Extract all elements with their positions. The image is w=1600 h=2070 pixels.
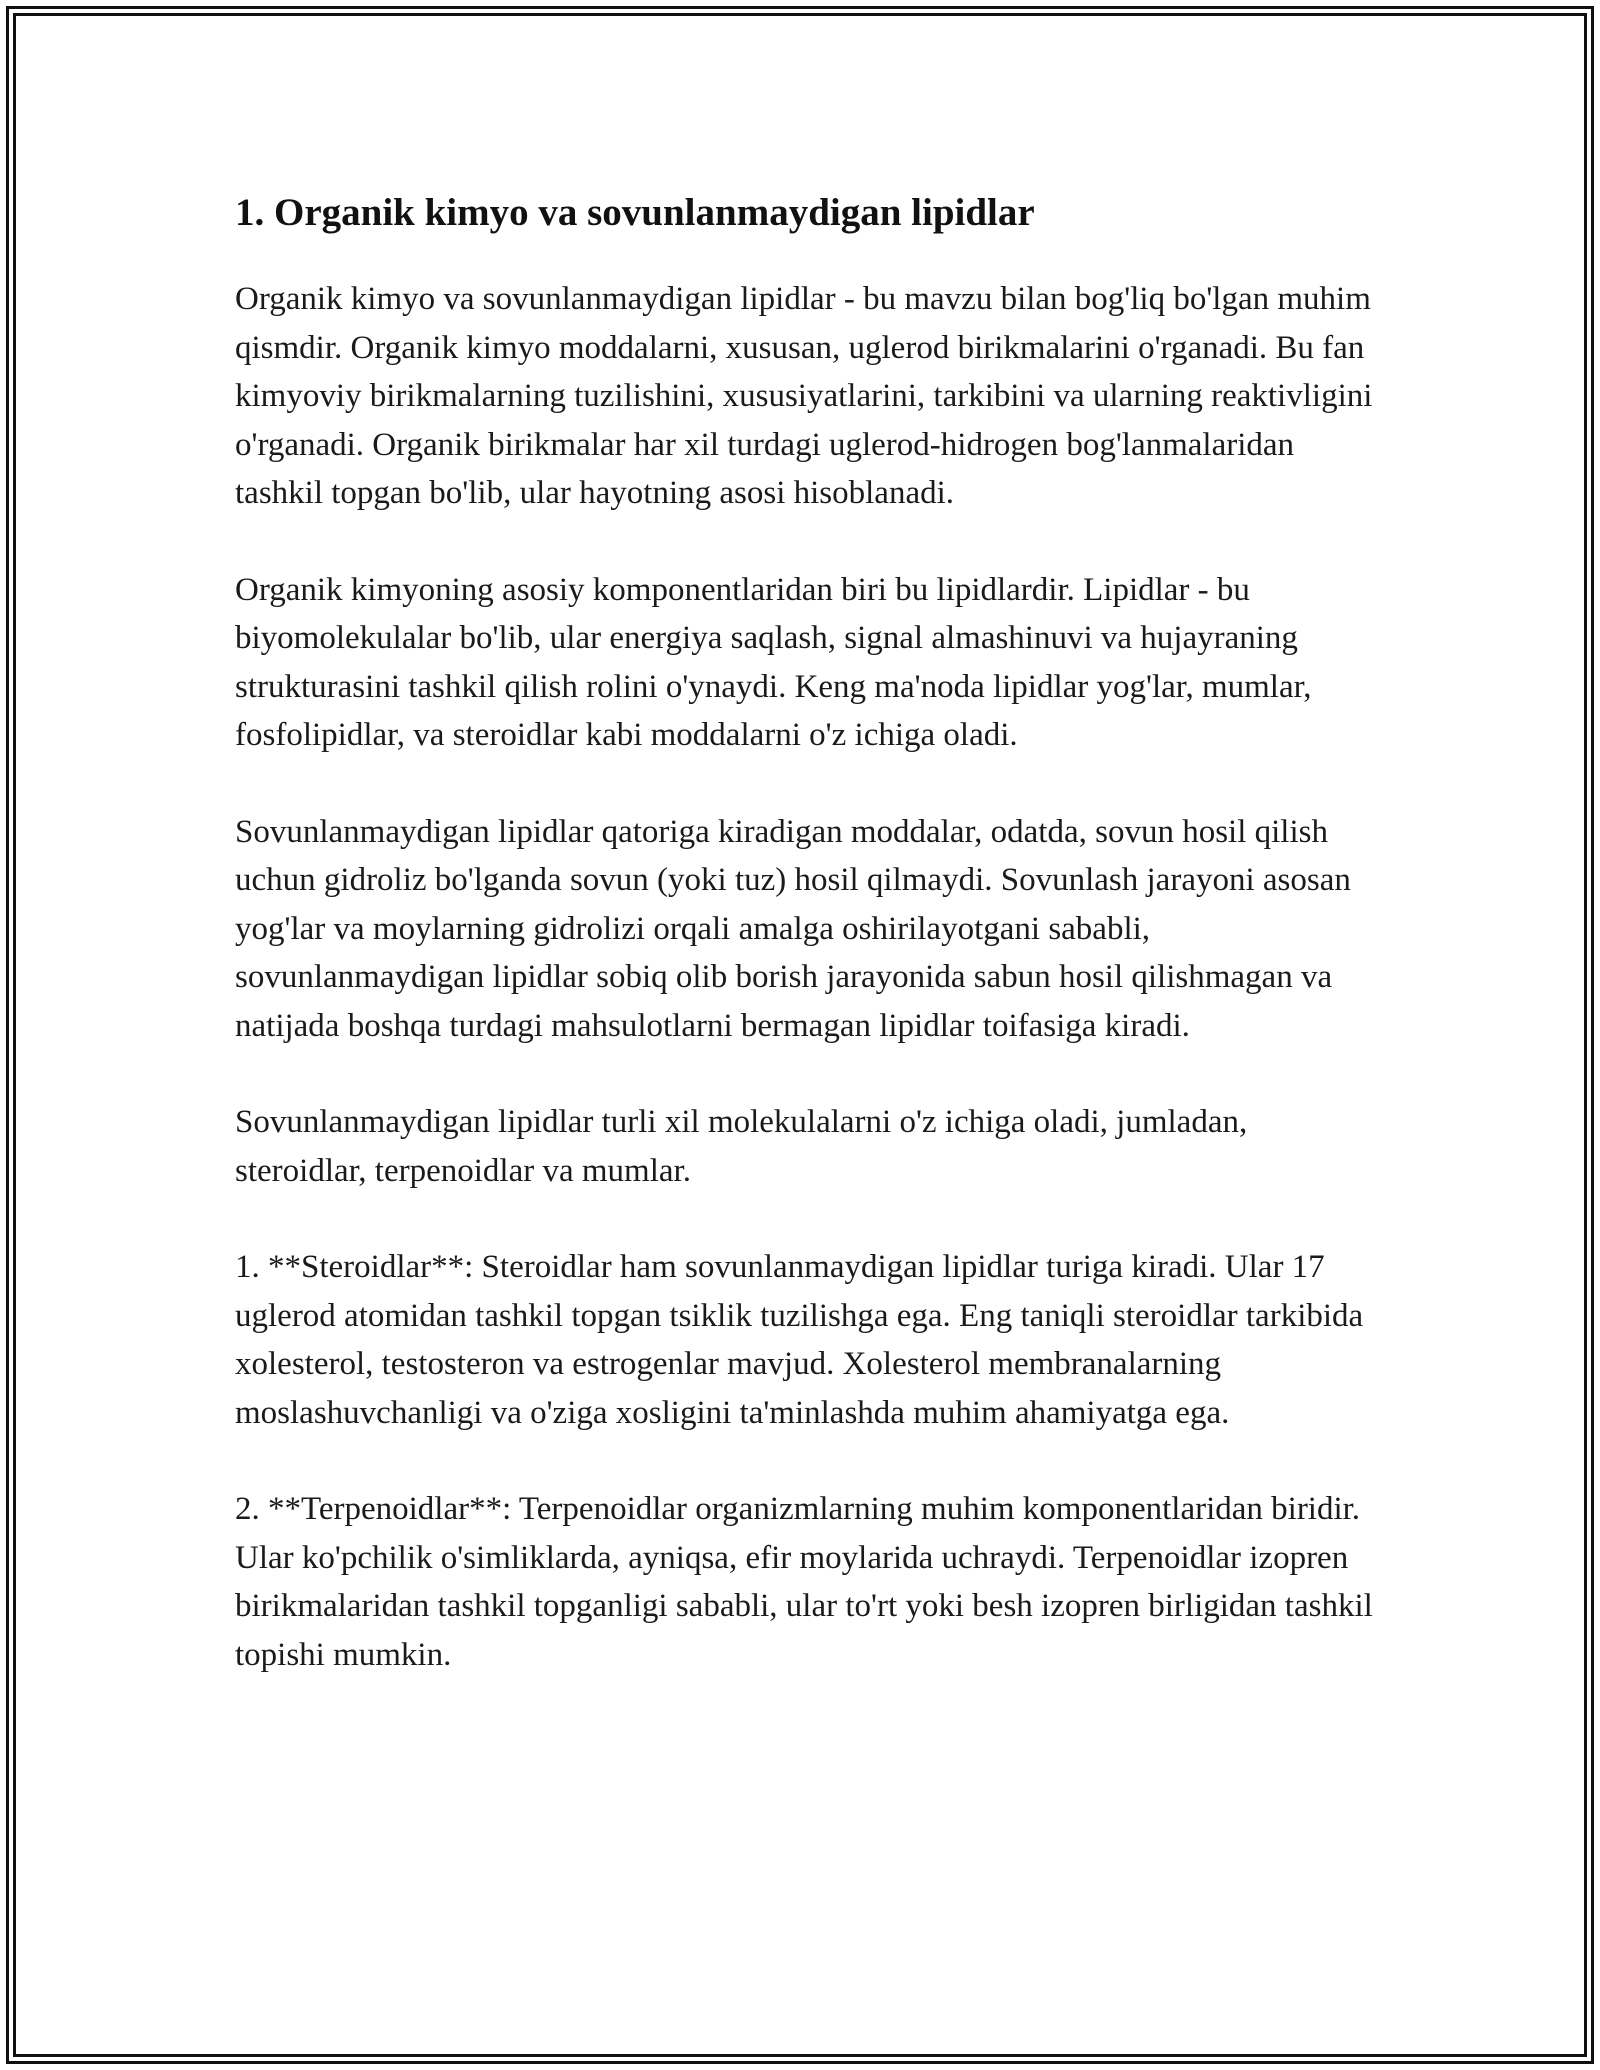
paragraph-intro: Organik kimyo va sovunlanmaydigan lipidlar - bu mavzu bilan bog'liq bo'lgan muhim qismdir. Organik kimyo moddalarni, xususan, uglerod birikmalarini o'rganadi. Bu fan kimyoviy birikmalarning tuzilishini, xususiyatlarini, tarkibini va ularning reaktivligini o'rganadi. Organik birikmalar har xil turdagi uglerod-hidrogen bog'lanmalaridan tashkil topgan bo'lib, ular hayotning asosi hisoblanadi. [235, 281, 1373, 511]
paragraph-unsaponifiable: Sovunlanmaydigan lipidlar qatoriga kiradigan moddalar, odatda, sovun hosil qilish uchun gidroliz bo'lganda sovun (yoki tuz) hosil qilmaydi. Sovunlash jarayoni asosan yog'lar va moylarning gidrolizi orqali amalga oshirilayotgani sababli, sovunlanmaydigan lipidlar sobiq olib borish jarayonida sabun hosil qilishmagan va natijada boshqa turdagi mahsulotlarni bermagan lipidlar toifasiga kiradi. [235, 813, 1351, 1044]
paragraph-lipids: Organik kimyoning asosiy komponentlaridan biri bu lipidlardir. Lipidlar - bu biyomolekulalar bo'lib, ular energiya saqlash, signal almashinuvi va hujayraning strukturasini tashkil qilish rolini o'ynaydi. Keng ma'noda lipidlar yog'lar, mumlar, fosfolipidlar, va steroidlar kabi moddalarni o'z ichiga oladi. [235, 571, 1312, 753]
document-body [235, 185, 1375, 1679]
paragraph-types: Sovunlanmaydigan lipidlar turli xil molekulalarni o'z ichiga oladi, jumladan, steroidlar, terpenoidlar va mumlar. [235, 1104, 1248, 1189]
paragraph-steroids: 1. **Steroidlar**: Steroidlar ham sovunlanmaydigan lipidlar turiga kiradi. Ular 17 uglerod atomidan tashkil topgan tsiklik tuzilishga ega. Eng taniqli steroidlar tarkibida xolesterol, testosteron va estrogenlar mavjud. Xolesterol membranalarning moslashuvchanligi va o'ziga xosligini ta'minlashda muhim ahamiyatga ega. [235, 1249, 1364, 1431]
paragraph-terpenoids: 2. **Terpenoidlar**: Terpenoidlar organizmlarning muhim komponentlaridan biridir. Ular ko'pchilik o'simliklarda, ayniqsa, efir moylarida uchraydi. Terpenoidlar izopren birikmalaridan tashkil topganligi sababli, ular to'rt yoki besh izopren birligidan tashkil topishi mumkin. [235, 1491, 1373, 1673]
section-heading: 1. Organik kimyo va sovunlanmaydigan lipidlar [235, 191, 1035, 234]
